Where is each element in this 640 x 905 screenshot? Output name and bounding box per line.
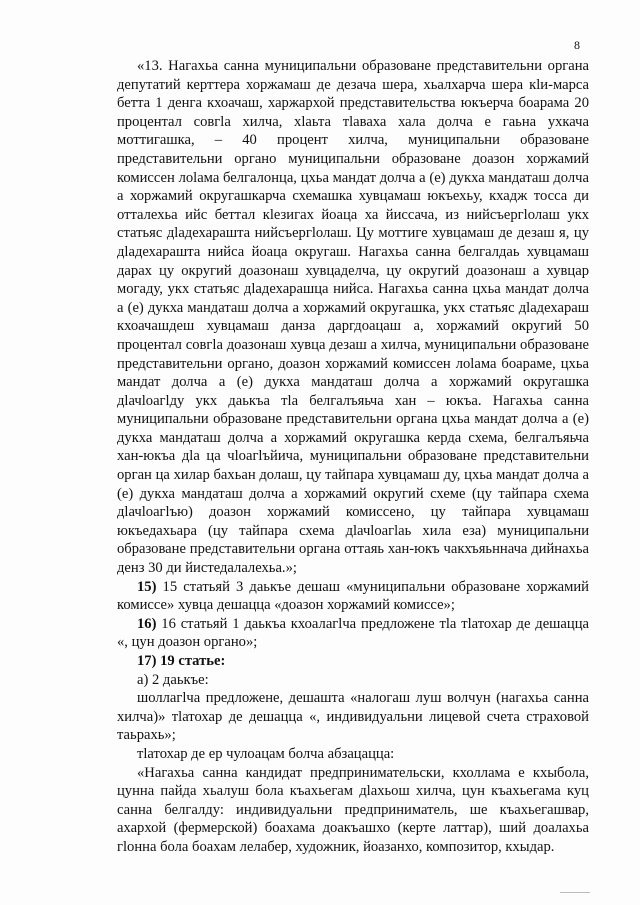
bold-text: 15) [137,578,157,595]
document-body [117,57,589,857]
bold-text: 16) [137,615,157,632]
scan-artifact [560,892,590,893]
paragraph-text: «13. Нагахьа санна муниципальни образоване представительни органа депутатий керттера хоржамаш де дезача шера, хьалхарча шера кlи-марса бетта 1 денга кхоачаш, харжархой представительства юкъерча боарама 20 процентал совгlа хилча, хlаьта тlаваха хала долча е гаьна ухкача моттигашка, – 40 процент хилча, муниципальни образоване представительни органо муниципальни образоване доазон хоржамий комиссен лоlама белгалонца, цхьа мандат долча а (е) дукха мандаташ долча а хоржамий округашкарча схемашка хувцамаш юкъехьу, кхадж тосса ди отталехьа ийс беттал кlезигах йоаца ха йиссача, из нийсъергlолаш укх статьяс дlадехарашта нийсъергlолаш. Цу моттиге хувцамаш де дезаш я, цу дlадехарашта нийса йоаца округаш. Нагахьа санна белгалдаь хувцамаш дарах цу округий доазонаш хувцаделча, цу округий доазонаш а хувцар могаду, укх статьяс дlадехарашца нийса. Нагахьа санна цхьа мандат долча а (е) дукха мандаташ долча а хоржамий округашка, укх статьяс дlадехараш кхоачашдеш хувцамаш данза даргдоацаш а, хоржамий округий 50 процентал совгlа доазонаш хувца дезаш а хилча, муниципальни образоване представительни органо, доазон хоржамий комиссен лоlама боараме, цхьа мандат долча а (е) дукха мандаташ долча а хоржамий округашка дlачlоагlду укх даькъа тlа белгалъяьча хан – юкъа. Нагахьа санна муниципальни образоване представительни органа цхьа мандат долча а (е) дукха мандаташ долча а хоржамий округашка керда схема, белгалъяьча хан-юкъа дlа ца чlоагlъйича, муниципальни образоване представительни орган ца хилар бахьан долаш, цу тайпара хувцамаш ду, цхьа мандат долча а (е) дукха мандаташ долча а хоржамий округий схеме (цу тайпара схема дlачlоагlъю) доазон хоржамий комиссено, цу тайпара хувцамаш юкъедахьара (цу тайпара схема дlачlоагlаь хила еза) муниципальни образоване представительни органа оттаяь хан-юкъ чакхъяьннача дийнахьа денз 30 ди йистедалалехьа.»; [117,58,589,577]
paragraph-text: а) 2 даькъе: [137,671,209,688]
paragraph-text: тlатохар де ер чулоацам болча абзацацца: [137,745,395,762]
paragraph-p4 [117,652,589,671]
paragraph-text: 15 статьяй 3 даькъе дешаш «муниципальни образоване хоржамий комиссе» хувца дешацца «доазон хоржамий комиссе»; [117,578,589,614]
paragraph-p7 [117,745,589,764]
paragraph-p6 [117,689,589,745]
paragraph-text: «Нагахьа санна кандидат предпринимательски, кхоллама е кхыбола, цунна пайда хьалуш бола къахьегам дlахьош хилча, цун къахьегама куц санна белгалду: индивидуальни предприниматель, ше къахьегашвар, ахархой (фермерской) боахама доакъашхо (керте латтар), ший доалахьа гlонна бола боахам лелабер, художник, йоазанхо, композитор, кхыдар. [117,764,589,855]
paragraph-p8 [117,764,589,857]
paragraph-p5 [117,671,589,690]
paragraph-text: шоллагlча предложене, дешашта «налогаш луш волчун (нагахьа санна хилча)» тlатохар де дешацца «, индивидуальни лицевой счета страховой таьрахь»; [117,690,589,744]
bold-text: 17) 19 статье: [137,653,226,669]
paragraph-p3 [117,615,589,652]
paragraph-text: 16 статьяй 1 даькъа кхоалагlча предложене тlа тlатохар де дешацца «, цун доазон органо»; [117,615,589,651]
page-number: 8 [574,38,580,52]
paragraph-p2 [117,578,589,615]
paragraph-p1 [117,57,589,578]
